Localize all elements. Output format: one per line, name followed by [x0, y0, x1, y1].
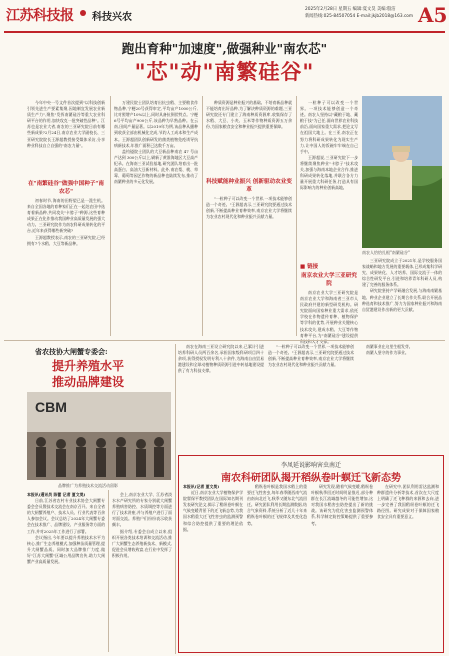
- mid-photo-scene: [27, 392, 171, 480]
- lead-continue-para-3: 南繁事业在这里生根发芽。: [366, 344, 413, 349]
- column-divider: [296, 96, 297, 336]
- lead-continue-2: [268, 344, 354, 452]
- lead-para-3: 王源超教授表示,南农的三亚研究院,已经拥有7个水稻、大豆等新品种。: [27, 234, 105, 246]
- box-para-3: 研究发现,随着气候变暖,稻纵卷叶螟秋季回迁时间明显推迟,部分种群在长江流域越冬的可能性增加,这对我国水稻害虫防控提出了新的挑战。该研究为优化害虫监测预警体系,科学制定防控策略提供了重要参考。: [311, 484, 373, 526]
- lead-para-9: 王源超说,三亚研究院下一步将继续聚焦种业"卡脖子"技术攻关,加强与海南本地企业合作,推进科研成果转化落地,并联合各方力量开展重大科研任务,打造具有国际影响力的种业创新高地。: [300, 154, 358, 191]
- lead-photo-caption: 南农人恰恰扎根"南繁硅谷": [362, 250, 410, 255]
- section-dot-icon: [80, 10, 86, 16]
- mid-para-3: 会上,南京农业大学、江苏省淡水水产研究所的专家分别就大闸蟹养殖病害防控、水质调控等方面进行了技术讲座,并与养殖户进行了面对面交流。养殖户们纷纷表示收获颇丰。: [112, 492, 172, 528]
- mid-photo-caption: 品牌推广为养殖技术交流活动留影: [58, 483, 118, 488]
- lead-subhead-1: 在"南繁硅谷"做强中国种子"南农芯": [28, 181, 104, 195]
- box-col-1: [183, 484, 243, 648]
- column-divider: [175, 344, 176, 654]
- lead-para-5: 盖钧镒院士团队的大豆新品种南农 47 号亩产达到 300公斤以上,刷新了黄淮海地区大豆高产纪录。在海南三亚试验基地,研究团队培育出一批高蛋白、高油大豆新材料。此外,南农梨、桃、草莓、葡萄等园艺作物的新品种也陆续发布,推动了南繁种业的多元化发展。: [114, 148, 198, 185]
- mid-photo: [27, 392, 171, 480]
- box-col-3: [311, 484, 373, 648]
- newspaper-logo: 江苏科技报: [6, 8, 74, 24]
- section-title: 科技兴农: [92, 12, 132, 23]
- lead-para-1: 今年中央一号文件首次提到"以科技创新引领先进生产要素集聚,因地制宜发展农业新质生产力",聚焦"发挥南繁硅谷等重大农业科研平台的作用,加快攻克一批突破性品种"。江苏也是农业大省,南农的三亚研究院日前有哪些新成果?2月24日,南京农业大学副校长、三亚研究院院长王源超教授接受媒体采访,分享种业科技自立自强的"南农力量"。: [27, 100, 105, 148]
- mid-para-2: 会议指出,今年要以提升养殖技术水平为核心,推广生态养殖模式,加强种苗质量管理,提升大闸蟹品质。同时加大品牌推广力度,做好"江苏大闸蟹"区域公用品牌宣传,助力大闸蟹产业高质量发展。: [27, 534, 105, 565]
- page-number: A5: [418, 3, 448, 27]
- lead-continue-3: [358, 344, 442, 452]
- column-divider: [108, 490, 109, 652]
- sidebar-col-2: [362, 258, 442, 336]
- lead-photo-scene: [362, 96, 442, 248]
- sidebar-para-2: 三亚研究院成立于2021年,是学校服务国家战略和地方发展的重要载体,已形成集科学研究、成果转化、人才培养、国际交流于一体的综合性研发平台,引进和培养青年科研人员,构建了完善的服务体系。: [362, 258, 442, 288]
- sidebar-para-1: 南京农业大学三亚研究院是南京农业大学和海南省三亚市人民政府共建的新型研发机构。研究院面向国家种业重大需求,依托学校在作物遗传育种、植物保护等学科的优势,开展种业关键核心技术攻关,建成水稻、大豆等作物育种平台,为"南繁硅谷"建设提供科技和人才支撑。: [300, 290, 358, 344]
- lead-col-4: [300, 100, 358, 258]
- box-col-2: [247, 484, 307, 648]
- lead-continue-1: [178, 344, 264, 452]
- sidebar-para-3: 研究院坚持产学研融合发展,与海南南繁基地、种业企业建立了长期合作关系,联合开展品种选育和技术推广,努力为国家种业振兴和海南自贸港建设作出新的更大贡献。: [362, 288, 442, 312]
- issue-date: 2025年2月28日 星期五 编辑:夏文昊 美编:殷洁: [305, 7, 396, 12]
- masthead: [0, 0, 449, 34]
- section-divider: [4, 340, 445, 341]
- mid-photo-sign: CBM: [35, 399, 67, 415]
- box-byline: 本报讯(记者 夏文昊): [183, 484, 220, 489]
- mid-headline-1: 提升养殖水平: [52, 359, 125, 373]
- box-para-1: 近日,南京农业大学植物保护学院翟保平教授团队在国际知名期刊发表研究论文,揭示了稻纵卷叶螟在气候变暖背景下的迁飞新态势,为我国水稻重大迁飞性害虫的监测预警和综合防控提供了重要的理论依据。: [183, 490, 243, 532]
- mid-col-2: [112, 492, 172, 652]
- sidebar-title: 南京农业大学三亚研究院: [301, 273, 357, 287]
- box-para-2: 稻纵卷叶螟是我国水稻上的重要迁飞性害虫,每年春季随西南气流由南向北迁飞,秋季又随东北气流回迁。研究团队利用长期监测数据,结合气象资料,系统分析了近几十年来稻纵卷叶螟的迁飞规律及其变化趋势。: [247, 484, 307, 526]
- box-para-4: 在研究中,团队利用雷达监测和种群遗传分析等技术,首次在大尺度上明确了迁飞种群的来源和去向,进一步完善了我国稻纵卷叶螟的迁飞路径图。研究成果对于保障国家粮食安全具有重要意义。: [377, 484, 439, 520]
- lead-col-1b: [27, 198, 105, 333]
- mid-kicker: 省农技协大闸蟹专委会:: [35, 347, 108, 356]
- column-divider: [110, 96, 111, 336]
- box-col-4: [377, 484, 439, 648]
- lead-col-1: [27, 100, 105, 176]
- column-divider: [202, 96, 203, 336]
- masthead-rule: [4, 31, 445, 33]
- lead-continue-para-1: 南农在海南三亚设立研究院以来,已累计引进培养科研人员两百余名,承担国家级科研项目四十余项,获得授权发明专利八十余件,为海南自由贸易港建设和全球动植物种质资源引进中转基地建设提供了有力科技支撑。: [178, 344, 264, 374]
- lead-continue-para-4: 南繁人坚守的作为事业。: [366, 350, 409, 356]
- box-kicker: 李凤延说影响害虫南迁: [280, 462, 341, 469]
- sidebar-tag: ■ 链接: [300, 264, 319, 270]
- lead-kicker: 跑出育种"加速度",做强种业"南农芯": [121, 41, 328, 56]
- lead-headline: "芯"动"南繁硅谷": [134, 59, 315, 84]
- lead-para-6: 种质资源是种业振兴的基础。不培育新品种就不能培育出好品种,为了解决种质资源的难题,三亚研究院还专门建立了海南种质资源库,收集保存了水稻、大豆、小麦、玉米等作物种质资源五万余份,为国家粮食安全和种业振兴提供重要保障。: [206, 100, 292, 130]
- mid-para-4: 据介绍,专委会自成立以来,组织开展各类技术培训和交流活动,推广大闸蟹生态养殖新技术、新模式,促进会员增收致富,在行业中发挥了积极作用。: [112, 528, 172, 558]
- lead-col-3: [206, 100, 292, 176]
- issue-contact: 新闻热线:025-84507054 E-mail:jkjb2018@163.com: [305, 14, 414, 19]
- mid-headline-2: 推动品牌建设: [52, 375, 125, 389]
- lead-photo: [362, 96, 442, 248]
- lead-para-7: "一粒种子可以改变一个世界,一项技术能够创造一个奇迹。"王源超表示,三亚研究院要通过技术创新,不断提高种业育种效率,南京农业大学将继续为农业农村现代化和种业振兴贡献力量。: [206, 196, 292, 220]
- mid-para-1: 日前,江苏省农村专业技术协会大闸蟹专委会会员暨技术交流会在南京召开。来自全省的大闸蟹养殖户、技术人员、行业代表等百余人参加会议。会议总结了2024年大闸蟹专委会在技术推广、品牌建设、产业服务等方面的工作,并对2025年工作进行了部署。: [27, 498, 105, 534]
- mid-col-1: [27, 492, 105, 652]
- lead-para-4: 万建民院士团队培育出抗虫稻、主要粮食作物品种,宁粳20号获得审定,平均亩产1000公斤,比对照增产10%以上,同时具备抗倒伏特点。宁粳6号平均亩产900公斤,该品种为早熟品种。在云南,田间产量显著。以2019年为例,该品种从播种到收获全部由机械化完成,节约人工成本和生产成本。王源超团队创新研发的菌类植物免疫诱导抗病新技术,年推广面积已达数千万亩。: [114, 100, 198, 148]
- lead-col-3b: [206, 196, 292, 336]
- lead-subhead-2: 科技赋能种业振兴 创新驱动农业变革: [206, 179, 292, 193]
- lead-continue-para-2: "一粒种子可以改变一个世界,一项技术能够创造一个奇迹。"王源超表示,三亚研究院要通过技术创新,不断提高种业育种效率,南京农业大学将继续为农业农村现代化和种业振兴贡献力量。: [268, 344, 354, 368]
- lead-para-2: 初春时节,海南的田野望已是一派生机。来自全国各地的育种家们正在一起处农田中选育着新品种,共同攻关"卡脖子"种源,这些育种成果正在化作推动我国种业高质量发展的强大动力。三亚研究院作为南农科研成果转化的平台,近年来获得哪些新突破?: [27, 198, 105, 234]
- sidebar-col-1: [300, 290, 358, 344]
- lead-col-2: [114, 100, 198, 336]
- mid-byline: 本报讯(通讯员 陈蕾 记者 夏文昊): [27, 492, 86, 497]
- issue-info: [305, 6, 413, 20]
- lead-para-8: 一粒种子可以改变一个世界。一项技术能够创造一个奇迹。南农人坚持以"藏粮于地、藏粮于技"为己任,面向世界农业科技前沿,面向国家重大需求,把论文写在祖国大地上。在三亚,南农正在努力将科研成果转化为现实生产力,让中国人的饭碗牢牢端在自己手中。: [300, 100, 358, 154]
- box-headline: 南农科研团队揭开稻纵卷叶螟迁飞新态势: [221, 473, 401, 484]
